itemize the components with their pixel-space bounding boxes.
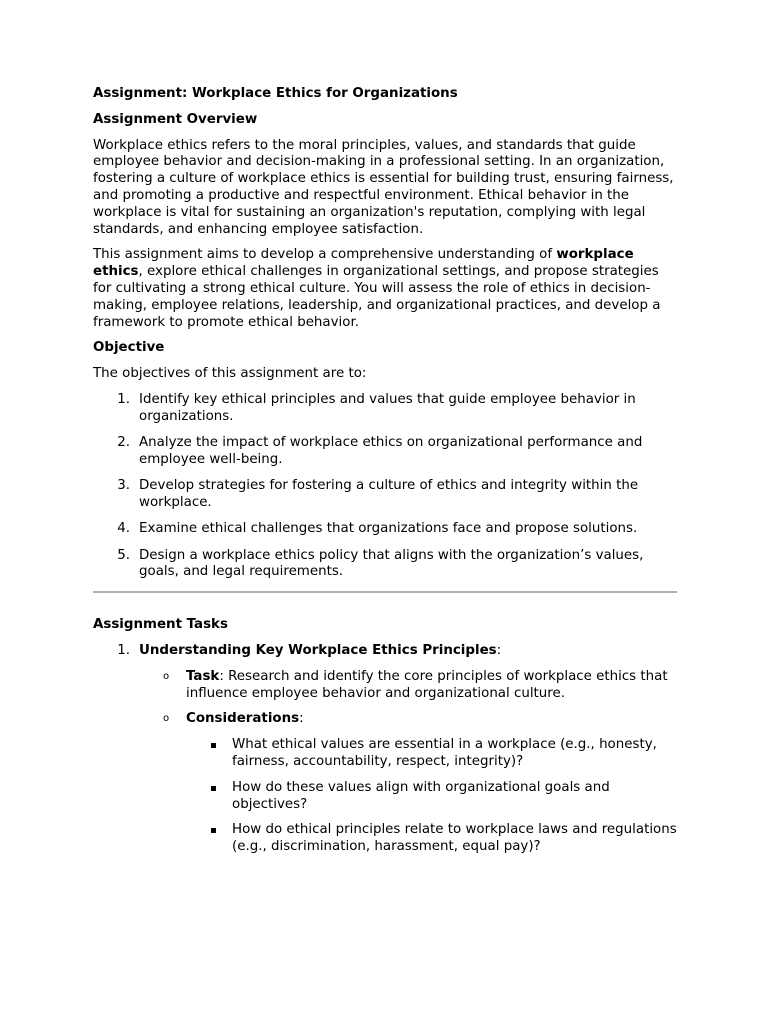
task-number: 1. bbox=[117, 642, 130, 658]
square-bullet-icon bbox=[211, 828, 216, 833]
overview-paragraph-2 bbox=[93, 247, 677, 331]
overview-paragraph-1: Workplace ethics refers to the moral principles, values, and standards that guide employee behavior and decision-making in a professional setting. In an organization, fostering a culture of workplace ethics is essential for building trust, ensuring fairness, and promoting a productive and respectful environment. Ethical behavior in the workplace is vital for sustaining an organization's reputation, complying with legal standards, and enhancing employee satisfaction. bbox=[93, 137, 674, 237]
overview-heading: Assignment Overview bbox=[93, 111, 258, 127]
task-sub-list bbox=[163, 668, 677, 728]
objective-item bbox=[93, 548, 677, 582]
consideration-text: How do these values align with organizational goals and objectives? bbox=[232, 779, 610, 812]
objective-text: Analyze the impact of workplace ethics on organizational performance and employee well-being. bbox=[139, 435, 643, 467]
consideration-item bbox=[232, 780, 677, 814]
objective-number: 5. bbox=[117, 547, 130, 563]
square-bullet-icon bbox=[211, 743, 216, 748]
objective-text: Identify key ethical principles and values that guide employee behavior in organizations. bbox=[139, 391, 636, 424]
objective-lead: The objectives of this assignment are to: bbox=[93, 366, 367, 382]
task-text: : Research and identify the core principles of workplace ethics that influence employee behavior and organizational culture. bbox=[186, 668, 668, 701]
objective-number: 1. bbox=[117, 391, 130, 407]
circle-bullet-icon: o bbox=[163, 670, 170, 682]
objective-number: 3. bbox=[117, 478, 130, 494]
tasks-heading: Assignment Tasks bbox=[93, 617, 228, 633]
task-sub-item bbox=[163, 668, 677, 703]
consideration-text: What ethical values are essential in a workplace (e.g., honesty, fairness, accountability, respect, integrity)? bbox=[232, 737, 657, 769]
consideration-item bbox=[232, 737, 677, 771]
document-title: Assignment: Workplace Ethics for Organizations bbox=[93, 86, 458, 101]
horizontal-divider bbox=[93, 591, 677, 593]
objective-number: 4. bbox=[117, 521, 130, 537]
task-sub-item bbox=[163, 711, 677, 728]
objective-item bbox=[93, 478, 677, 512]
task-title-suffix: : bbox=[496, 642, 502, 658]
considerations-list bbox=[232, 737, 677, 856]
objective-number: 2. bbox=[117, 435, 130, 451]
task-label: Task bbox=[186, 668, 220, 684]
square-bullet-icon bbox=[211, 786, 216, 791]
objective-item bbox=[93, 521, 677, 538]
consideration-item bbox=[232, 822, 677, 856]
task-title: Understanding Key Workplace Ethics Principles bbox=[139, 642, 497, 658]
consideration-text: How do ethical principles relate to workplace laws and regulations (e.g., discrimination, harassment, equal pay)? bbox=[232, 822, 677, 855]
considerations-label: Considerations bbox=[186, 711, 300, 727]
objectives-list bbox=[93, 392, 677, 581]
objective-item bbox=[93, 435, 677, 469]
objective-item bbox=[93, 392, 677, 426]
overview-p2-bold: workplace ethics bbox=[93, 247, 634, 280]
circle-bullet-icon: o bbox=[163, 713, 170, 725]
task-item bbox=[93, 643, 677, 660]
objective-text: Develop strategies for fostering a culture of ethics and integrity within the workplace. bbox=[139, 478, 639, 510]
objective-text: Examine ethical challenges that organizations face and propose solutions. bbox=[139, 521, 638, 537]
document-body bbox=[93, 86, 677, 865]
objective-heading: Objective bbox=[93, 340, 165, 356]
objective-text: Design a workplace ethics policy that aligns with the organization’s values, goals, and legal requirements. bbox=[139, 547, 644, 580]
overview-p2-start: This assignment aims to develop a comprehensive understanding of bbox=[93, 247, 557, 263]
overview-p2-end: , explore ethical challenges in organizational settings, and propose strategies for cultivating a strong ethical culture. You will assess the role of ethics in decision-making, employee relations, leadership, and organizational practices, and develop a framework to promote ethical behavior. bbox=[93, 264, 661, 330]
considerations-suffix: : bbox=[299, 711, 304, 727]
